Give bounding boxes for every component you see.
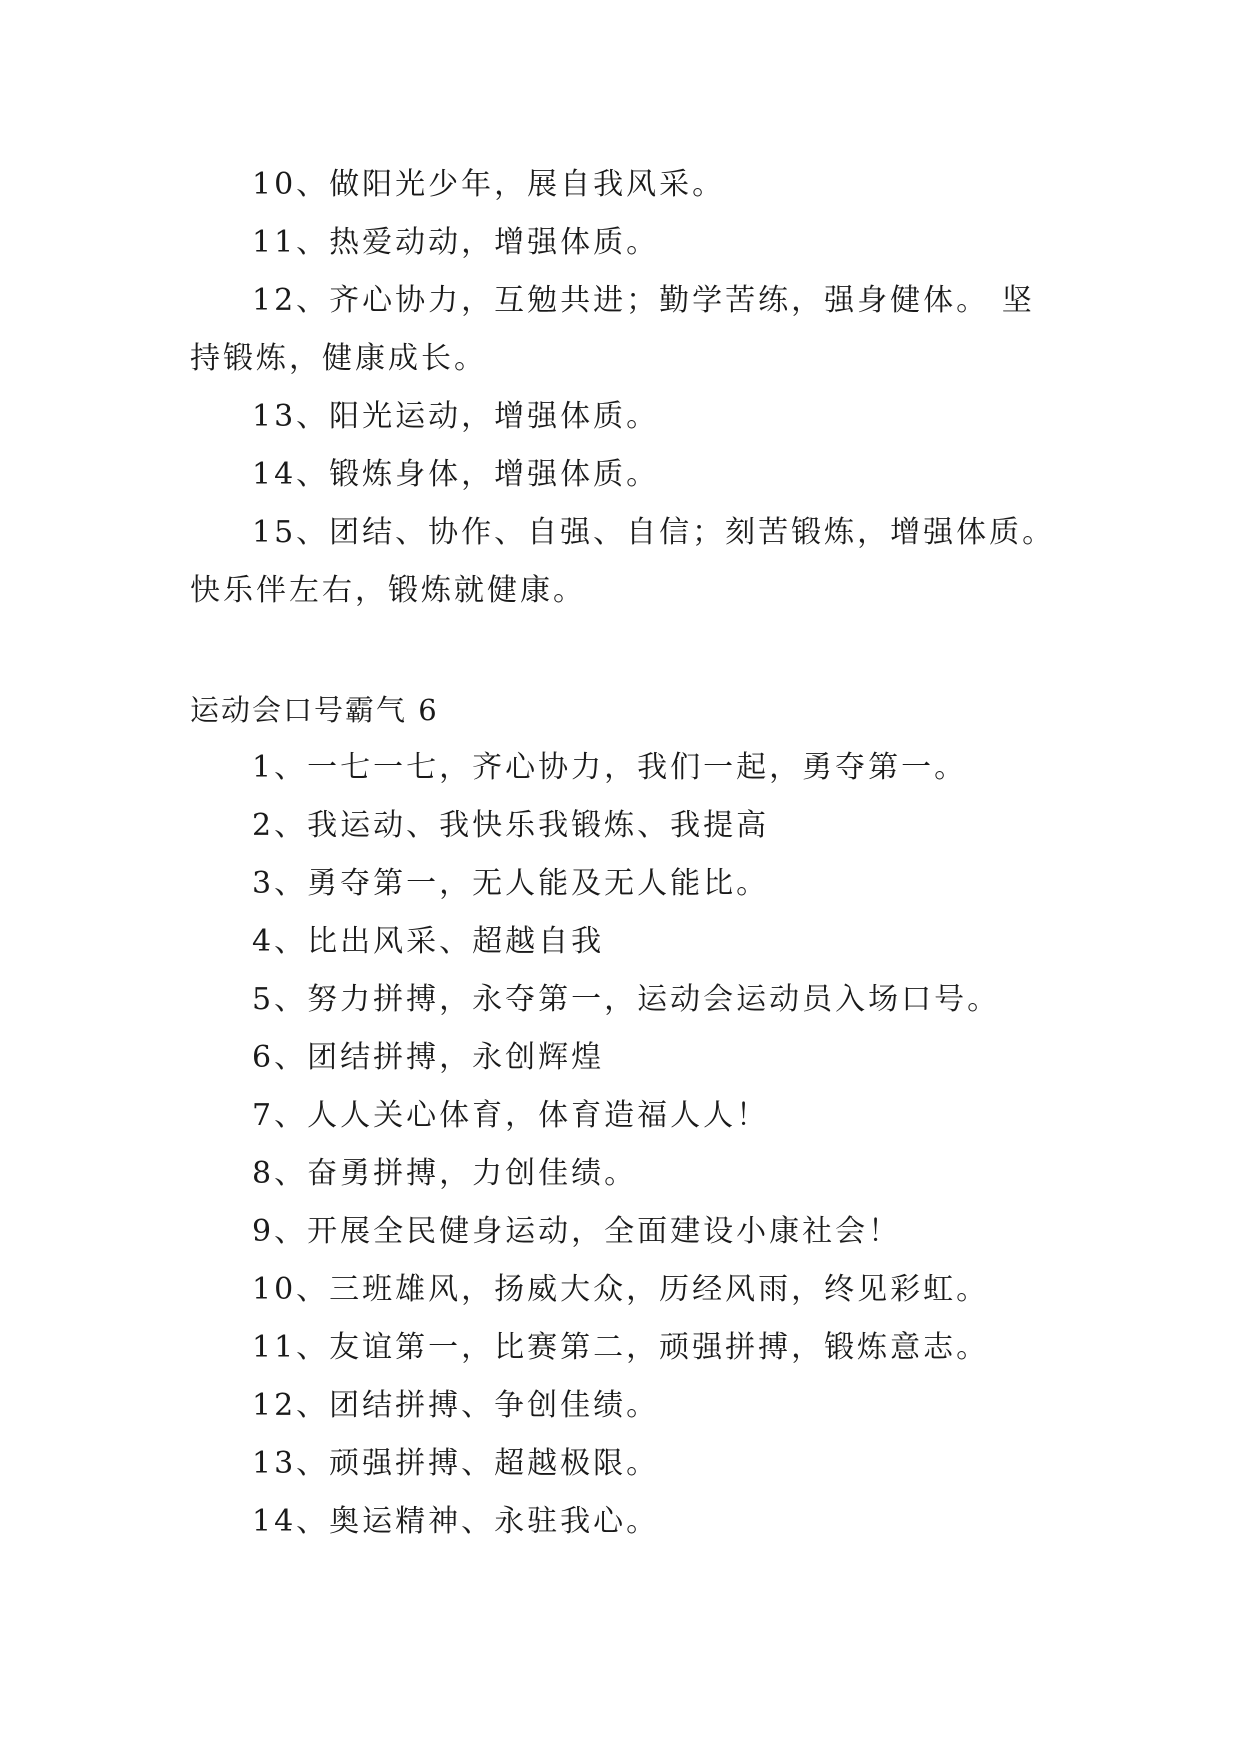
slogan-item: 4、比出风采、超越自我 [252, 924, 605, 959]
slogan-item: 13、顽强拼搏、超越极限。 [252, 1446, 660, 1481]
slogan-item: 11、热爱动动，增强体质。 [252, 225, 660, 260]
slogan-item: 7、人人关心体育，体育造福人人！ [252, 1098, 770, 1133]
slogan-item: 15、团结、协作、自强、自信；刻苦锻炼，增强体质。 [252, 515, 1056, 550]
slogan-item: 10、三班雄风，扬威大众，历经风雨，终见彩虹。 [252, 1272, 990, 1307]
slogan-item: 14、奥运精神、永驻我心。 [252, 1504, 660, 1539]
slogan-item: 13、阳光运动，增强体质。 [252, 399, 660, 434]
slogan-item: 11、友谊第一，比赛第二，顽强拼搏，锻炼意志。 [252, 1330, 990, 1365]
slogan-item: 9、开展全民健身运动，全面建设小康社会！ [252, 1214, 902, 1249]
slogan-item: 14、锻炼身体，增强体质。 [252, 457, 660, 492]
slogan-item-continuation: 快乐伴左右，锻炼就健康。 [190, 573, 586, 608]
slogan-item: 12、团结拼搏、争创佳绩。 [252, 1388, 660, 1423]
slogan-item: 12、齐心协力，互勉共进；勤学苦练，强身健体。 坚 [252, 283, 1035, 318]
slogan-item: 3、勇夺第一，无人能及无人能比。 [252, 866, 770, 901]
section-heading: 运动会口号霸气 6 [190, 693, 439, 727]
slogan-item: 10、做阳光少年，展自我风采。 [252, 167, 726, 202]
slogan-item: 5、努力拼搏，永夺第一，运动会运动员入场口号。 [252, 982, 1001, 1017]
slogan-item: 1、一七一七，齐心协力，我们一起，勇夺第一。 [252, 750, 968, 785]
slogan-item-continuation: 持锻炼，健康成长。 [190, 341, 487, 376]
slogan-item: 6、团结拼搏，永创辉煌 [252, 1040, 605, 1075]
slogan-item: 8、奋勇拼搏，力创佳绩。 [252, 1156, 638, 1191]
slogan-item: 2、我运动、我快乐我锻炼、我提高 [252, 808, 770, 843]
